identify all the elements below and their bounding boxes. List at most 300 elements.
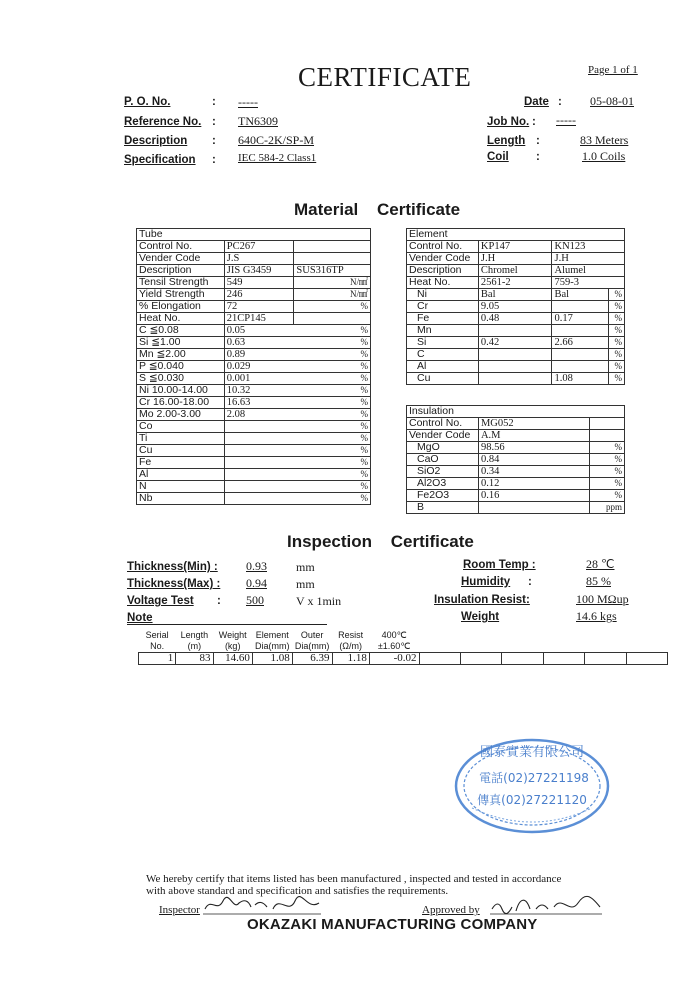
element-composition-label: Cu	[407, 373, 479, 385]
tube-row-extra	[294, 313, 371, 325]
element-composition-chromel	[478, 361, 552, 373]
po-label: P. O. No.	[124, 96, 171, 108]
tube-element-label: Ti	[137, 433, 225, 445]
insulation-table	[406, 405, 625, 514]
tube-element-unit: %	[360, 469, 368, 479]
results-header-blank	[502, 630, 543, 653]
tube-row-extra	[294, 289, 371, 301]
date-value: 05-08-01	[590, 94, 634, 108]
table-row	[407, 301, 625, 313]
table-row	[137, 469, 371, 481]
tube-element-unit: %	[360, 481, 368, 491]
results-empty-cell	[502, 653, 543, 665]
certificate-title: CERTIFICATE	[298, 62, 472, 92]
tube-unit: N/㎟	[349, 277, 368, 287]
tube-element-value	[224, 433, 370, 445]
table-row	[407, 454, 625, 466]
table-row	[407, 337, 625, 349]
tube-element-value	[224, 373, 370, 385]
tube-value: 21CP145	[226, 313, 266, 324]
element-composition-label: Mn	[407, 325, 479, 337]
tube-row-value	[224, 301, 294, 313]
insulation-row-value: 0.34	[478, 466, 589, 478]
tube-element-value	[224, 481, 370, 493]
element-row-chromel: 2561-2	[478, 277, 552, 289]
stamp-phone: 電話(02)27221198	[479, 771, 589, 785]
inspection-certificate-title: Inspection Certificate	[287, 532, 474, 551]
table-row	[137, 457, 371, 469]
tube-element-amount: 2.08	[226, 409, 246, 420]
element-title: Element	[407, 229, 625, 241]
results-header-blank	[543, 630, 584, 653]
tube-row-label: Yield Strength	[137, 289, 225, 301]
element-composition-chromel	[478, 325, 552, 337]
results-empty-cell	[585, 653, 626, 665]
description-label: Description	[124, 135, 188, 147]
table-row	[137, 337, 371, 349]
tube-unit: %	[360, 301, 368, 311]
element-composition-label: Cr	[407, 301, 479, 313]
approved-by-label: Approved by	[422, 904, 480, 916]
element-table	[406, 228, 625, 385]
tube-element-label: Ni 10.00-14.00	[137, 385, 225, 397]
coil-label: Coil	[487, 151, 509, 163]
tube-element-value	[224, 337, 370, 349]
insulation-row-unit: ppm	[590, 502, 625, 514]
table-row	[137, 433, 371, 445]
results-cell: 1	[139, 653, 176, 665]
results-cell: 6.39	[292, 653, 332, 665]
description-colon: :	[212, 135, 216, 147]
element-composition-chromel	[478, 349, 552, 361]
insulation-row-value: 0.16	[478, 490, 589, 502]
element-composition-unit: %	[609, 337, 625, 349]
tube-element-value	[224, 445, 370, 457]
tube-row-value	[224, 289, 294, 301]
table-row	[407, 349, 625, 361]
inspector-signature	[203, 893, 323, 917]
humidity-colon: :	[528, 576, 532, 588]
tube-unit: N/㎟	[349, 289, 368, 299]
voltage-test-label: Voltage Test	[127, 595, 194, 607]
voltage-test-colon: :	[217, 595, 221, 607]
insulation-row-unit: %	[590, 490, 625, 502]
results-cell: -0.02	[369, 653, 419, 665]
element-composition-unit: %	[609, 301, 625, 313]
insulation-resist-label: Insulation Resist:	[434, 594, 530, 606]
tube-row-label: Heat No.	[137, 313, 225, 325]
company-name: OKAZAKI MANUFACTURING COMPANY	[247, 916, 538, 933]
date-colon: :	[558, 96, 562, 108]
length-colon: :	[536, 135, 540, 147]
results-empty-cell	[626, 653, 667, 665]
tube-element-label: S ≦0.030	[137, 373, 225, 385]
element-row-label: Heat No.	[407, 277, 479, 289]
tube-element-value	[224, 421, 370, 433]
table-row	[137, 481, 371, 493]
tube-element-unit: %	[360, 373, 368, 383]
element-row-alumel: KN123	[552, 241, 625, 253]
insulation-row-value: 98.56	[478, 442, 589, 454]
table-row	[137, 445, 371, 457]
results-empty-cell	[543, 653, 584, 665]
insulation-row-unit: %	[590, 454, 625, 466]
tube-row-label: % Elongation	[137, 301, 225, 313]
results-column-header	[139, 630, 176, 653]
tube-element-label: N	[137, 481, 225, 493]
insulation-row-label: SiO2	[407, 466, 479, 478]
table-row	[407, 265, 625, 277]
stamp-title: 國泰實業有限公司	[479, 745, 585, 760]
note-line	[127, 624, 327, 625]
results-header-line2: No.	[150, 641, 165, 651]
results-header-blank	[419, 630, 460, 653]
po-colon: :	[212, 96, 216, 108]
results-header-line1: Length	[180, 630, 209, 640]
element-row-label: Control No.	[407, 241, 479, 253]
room-temp-value: 28 ℃	[586, 557, 615, 571]
element-composition-chromel	[478, 373, 552, 385]
tube-row-extra	[294, 277, 371, 289]
element-row-label: Vender Code	[407, 253, 479, 265]
table-row	[139, 653, 668, 665]
table-row	[137, 241, 371, 253]
results-column-header	[252, 630, 292, 653]
coil-value: 1.0 Coils	[582, 149, 626, 163]
thickness-min-value: 0.93	[246, 559, 267, 573]
element-composition-unit: %	[609, 349, 625, 361]
results-empty-cell	[419, 653, 460, 665]
element-composition-alumel: Bal	[552, 289, 609, 301]
results-header-line2: ±1.60℃	[377, 641, 411, 651]
element-composition-label: Ni	[407, 289, 479, 301]
insulation-title: Insulation	[407, 406, 625, 418]
results-cell: 1.08	[252, 653, 292, 665]
results-header-line2: (m)	[187, 641, 202, 651]
element-row-label: Description	[407, 265, 479, 277]
insulation-row-unit	[590, 430, 625, 442]
tube-element-label: Fe	[137, 457, 225, 469]
table-row	[137, 349, 371, 361]
tube-row-extra	[294, 253, 371, 265]
reference-value: TN6309	[238, 114, 278, 128]
table-row	[137, 325, 371, 337]
results-cell: 1.18	[332, 653, 369, 665]
table-row	[407, 325, 625, 337]
humidity-value: 85 %	[586, 574, 611, 588]
table-row	[137, 289, 371, 301]
tube-value: J.S	[226, 253, 240, 264]
table-row	[407, 502, 625, 514]
tube-element-amount: 0.89	[226, 349, 246, 360]
tube-element-value	[224, 457, 370, 469]
tube-element-amount: 0.05	[226, 325, 246, 336]
tube-element-unit: %	[360, 325, 368, 335]
voltage-test-unit: V x 1min	[296, 594, 342, 608]
specification-colon: :	[212, 154, 216, 166]
date-label: Date	[524, 96, 549, 108]
insulation-row-label: Control No.	[407, 418, 479, 430]
tube-element-label: P ≦0.040	[137, 361, 225, 373]
insulation-row-unit: %	[590, 442, 625, 454]
job-colon: :	[532, 116, 536, 128]
tube-row-value	[224, 313, 294, 325]
insulation-row-value: MG052	[478, 418, 589, 430]
coil-colon: :	[536, 151, 540, 163]
tube-row-extra	[294, 301, 371, 313]
company-seal-stamp	[452, 736, 612, 836]
results-empty-cell	[460, 653, 501, 665]
tube-element-value	[224, 469, 370, 481]
reference-label: Reference No.	[124, 116, 202, 128]
results-table	[138, 630, 668, 665]
element-composition-label: Si	[407, 337, 479, 349]
element-composition-alumel	[552, 325, 609, 337]
table-row	[407, 418, 625, 430]
insulation-row-value: A.M	[478, 430, 589, 442]
specification-value: IEC 584-2 Class1	[238, 152, 317, 164]
table-row	[137, 409, 371, 421]
results-header-line1: Serial	[145, 630, 169, 640]
tube-element-label: Mo 2.00-3.00	[137, 409, 225, 421]
element-composition-unit: %	[609, 373, 625, 385]
element-composition-label: C	[407, 349, 479, 361]
element-composition-chromel: Bal	[478, 289, 552, 301]
tube-element-value	[224, 409, 370, 421]
results-column-header	[292, 630, 332, 653]
table-row	[137, 361, 371, 373]
description-value: 640C-2K/SP-M	[238, 133, 315, 147]
tube-row-label: Control No.	[137, 241, 225, 253]
tube-extra: SUS316TP	[296, 265, 344, 276]
tube-value: 246	[226, 289, 243, 300]
thickness-max-value: 0.94	[246, 576, 267, 590]
table-row	[407, 277, 625, 289]
tube-element-value	[224, 325, 370, 337]
insulation-row-value: 0.12	[478, 478, 589, 490]
table-row	[137, 265, 371, 277]
tube-value: 72	[226, 301, 238, 312]
table-row	[137, 277, 371, 289]
results-cell: 14.60	[213, 653, 252, 665]
element-composition-alumel: 2.66	[552, 337, 609, 349]
tube-row-value	[224, 277, 294, 289]
element-composition-label: Al	[407, 361, 479, 373]
tube-row-value	[224, 241, 294, 253]
tube-element-amount: 0.001	[226, 373, 251, 384]
table-row	[137, 301, 371, 313]
tube-element-label: Cr 16.00-18.00	[137, 397, 225, 409]
element-composition-alumel	[552, 361, 609, 373]
results-column-header	[176, 630, 213, 653]
table-row	[137, 253, 371, 265]
insulation-row-unit	[590, 418, 625, 430]
tube-row-extra	[294, 241, 371, 253]
tube-element-label: Cu	[137, 445, 225, 457]
table-row	[407, 373, 625, 385]
tube-element-unit: %	[360, 361, 368, 371]
results-header-blank	[626, 630, 667, 653]
tube-element-label: C ≦0.08	[137, 325, 225, 337]
length-label: Length	[487, 135, 526, 147]
results-header-line2: Dia(mm)	[255, 641, 290, 651]
table-row	[407, 430, 625, 442]
voltage-test-value: 500	[246, 593, 264, 607]
insulation-row-unit: %	[590, 466, 625, 478]
table-row	[407, 289, 625, 301]
element-composition-alumel: 1.08	[552, 373, 609, 385]
tube-element-unit: %	[360, 349, 368, 359]
tube-element-unit: %	[360, 409, 368, 419]
table-row	[407, 241, 625, 253]
tube-element-label: Si ≦1.00	[137, 337, 225, 349]
weight-value: 14.6 kgs	[576, 609, 617, 623]
results-column-header	[369, 630, 419, 653]
table-row	[137, 313, 371, 325]
room-temp-label: Room Temp :	[463, 559, 536, 571]
results-header-line1: Element	[255, 630, 289, 640]
note-label: Note	[127, 612, 153, 624]
results-header-line2: Dia(mm)	[294, 641, 330, 651]
insulation-row-label: B	[407, 502, 479, 514]
tube-element-unit: %	[360, 493, 368, 503]
table-row	[407, 361, 625, 373]
weight-label: Weight	[461, 611, 500, 623]
insulation-resist-value: 100 MΩup	[576, 592, 629, 606]
thickness-min-unit: mm	[296, 560, 315, 574]
tube-row-label: Vender Code	[137, 253, 225, 265]
specification-label: Specification	[124, 154, 196, 166]
tube-element-label: Co	[137, 421, 225, 433]
tube-row-label: Tensil Strength	[137, 277, 225, 289]
tube-element-unit: %	[360, 445, 368, 455]
tube-value: PC267	[226, 241, 256, 252]
reference-colon: :	[212, 116, 216, 128]
results-header-line1: Weight	[218, 630, 247, 640]
tube-element-unit: %	[360, 385, 368, 395]
results-header-line1: 400℃	[381, 630, 407, 640]
table-row	[137, 385, 371, 397]
length-value: 83 Meters	[580, 133, 629, 147]
insulation-row-label: Vender Code	[407, 430, 479, 442]
element-row-alumel: Alumel	[552, 265, 625, 277]
po-value: -----	[238, 95, 258, 109]
page-indicator: Page 1 of 1	[588, 64, 638, 76]
insulation-row-value: 0.84	[478, 454, 589, 466]
table-row	[137, 421, 371, 433]
results-column-header	[332, 630, 369, 653]
tube-value: 549	[226, 277, 243, 288]
tube-row-label: Description	[137, 265, 225, 277]
tube-table	[136, 228, 371, 505]
job-value: -----	[556, 113, 576, 127]
element-composition-unit: %	[609, 325, 625, 337]
tube-title: Tube	[137, 229, 371, 241]
element-composition-alumel: 0.17	[552, 313, 609, 325]
tube-element-value	[224, 397, 370, 409]
results-header-line2: (Ω/m)	[339, 641, 363, 651]
element-row-alumel: 759-3	[552, 277, 625, 289]
tube-element-amount: 10.32	[226, 385, 251, 396]
element-composition-chromel: 9.05	[478, 301, 552, 313]
tube-element-value	[224, 349, 370, 361]
table-row	[407, 313, 625, 325]
tube-element-value	[224, 361, 370, 373]
results-header-line1: Outer	[300, 630, 324, 640]
element-row-alumel: J.H	[552, 253, 625, 265]
job-label: Job No.	[487, 116, 530, 128]
tube-element-label: Al	[137, 469, 225, 481]
table-row	[407, 466, 625, 478]
certify-statement-line1: We hereby certify that items listed has been manufactured , inspected and tested in accordance	[146, 873, 562, 885]
tube-row-value	[224, 253, 294, 265]
tube-element-unit: %	[360, 433, 368, 443]
tube-element-amount: 0.029	[226, 361, 251, 372]
tube-element-label: Mn ≦2.00	[137, 349, 225, 361]
element-composition-alumel	[552, 301, 609, 313]
element-composition-unit: %	[609, 289, 625, 301]
approver-signature	[490, 893, 605, 917]
insulation-row-value	[478, 502, 589, 514]
tube-element-value	[224, 385, 370, 397]
element-composition-alumel	[552, 349, 609, 361]
stamp-fax: 傳真(02)27221120	[477, 793, 587, 807]
table-row	[137, 373, 371, 385]
element-composition-unit: %	[609, 361, 625, 373]
tube-row-extra	[294, 265, 371, 277]
tube-element-amount: 16.63	[226, 397, 251, 408]
element-row-chromel: J.H	[478, 253, 552, 265]
tube-element-unit: %	[360, 421, 368, 431]
element-row-chromel: KP147	[478, 241, 552, 253]
insulation-row-unit: %	[590, 478, 625, 490]
tube-element-unit: %	[360, 457, 368, 467]
table-row	[407, 478, 625, 490]
thickness-min-label: Thickness(Min) :	[127, 561, 218, 573]
element-composition-chromel: 0.48	[478, 313, 552, 325]
tube-row-value	[224, 265, 294, 277]
table-row	[407, 253, 625, 265]
results-header-line1: Resist	[338, 630, 364, 640]
results-header-blank	[585, 630, 626, 653]
results-header-line2: (kg)	[224, 641, 241, 651]
results-column-header	[213, 630, 252, 653]
table-row	[407, 442, 625, 454]
tube-element-amount: 0.63	[226, 337, 246, 348]
insulation-row-label: CaO	[407, 454, 479, 466]
element-composition-unit: %	[609, 313, 625, 325]
element-composition-label: Fe	[407, 313, 479, 325]
tube-element-value	[224, 493, 370, 505]
certify-statement-line2: with above standard and specification and satisfies the requirements.	[146, 885, 449, 897]
material-certificate-title: Material Certificate	[294, 200, 461, 219]
tube-element-unit: %	[360, 397, 368, 407]
table-row	[407, 490, 625, 502]
insulation-row-label: Fe2O3	[407, 490, 479, 502]
results-header-blank	[460, 630, 501, 653]
insulation-row-label: MgO	[407, 442, 479, 454]
tube-element-label: Nb	[137, 493, 225, 505]
humidity-label: Humidity	[461, 576, 511, 588]
table-row	[137, 493, 371, 505]
tube-value: JIS G3459	[226, 265, 272, 276]
results-cell: 83	[176, 653, 213, 665]
thickness-max-label: Thickness(Max) :	[127, 578, 221, 590]
element-row-chromel: Chromel	[478, 265, 552, 277]
thickness-max-unit: mm	[296, 577, 315, 591]
tube-element-unit: %	[360, 337, 368, 347]
element-composition-chromel: 0.42	[478, 337, 552, 349]
